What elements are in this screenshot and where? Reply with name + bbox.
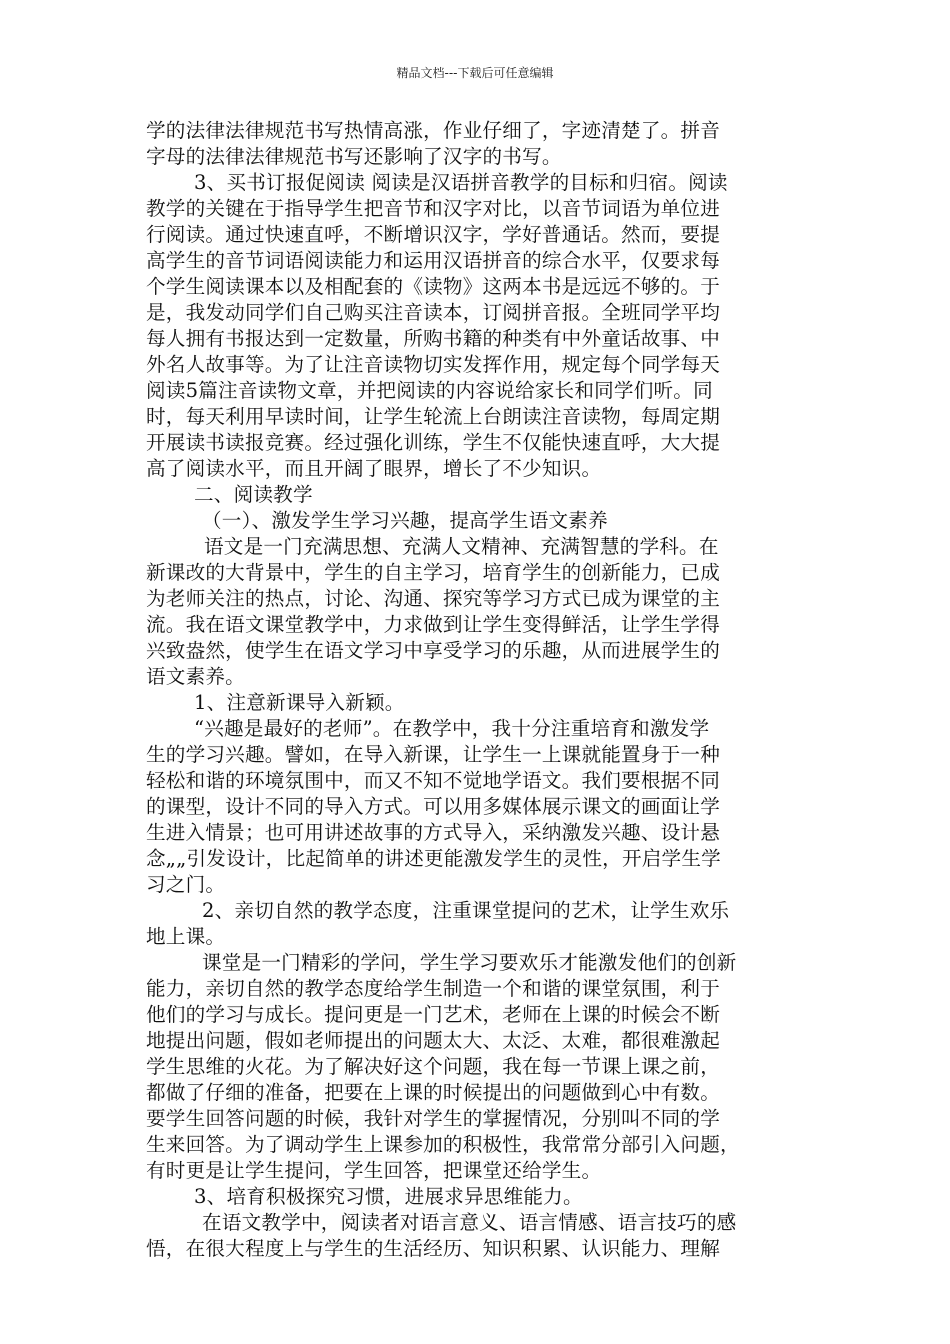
text-line: 地上课。 <box>146 925 226 948</box>
text-line: 生进入情景；也可用讲述故事的方式导入，采纳激发兴趣、设计悬 <box>146 821 721 844</box>
text-line: 开展读书读报竞赛。经过强化训练，学生不仅能快速直呼，大大提 <box>146 431 721 454</box>
text-line: 个学生阅读课本以及相配套的《读物》这两本书是远远不够的。于 <box>146 275 721 298</box>
text-line: 新课改的大背景中，学生的自主学习，培育学生的创新能力，已成 <box>146 561 721 584</box>
text-line: 的课型，设计不同的导入方式。可以用多媒体展示课文的画面让学 <box>146 795 721 818</box>
text-line: 外名人故事等。为了让注音读物切实发挥作用，规定每个同学每天 <box>146 353 721 376</box>
text-line: 生的学习兴趣。譬如，在导入新课，让学生一上课就能置身于一种 <box>146 743 721 766</box>
subsection-heading: （一）、激发学生学习兴趣，提高学生语文素养 <box>202 509 608 532</box>
text-line: 高学生的音节词语阅读能力和运用汉语拼音的综合水平，仅要求每 <box>146 249 721 272</box>
section-heading: 二、阅读教学 <box>194 483 313 506</box>
text-line: 习之门。 <box>146 873 226 896</box>
text-line: 有时更是让学生提问，学生回答，把课堂还给学生。 <box>146 1159 602 1182</box>
text-line: 他们的学习与成长。提问更是一门艺术，老师在上课的时候会不断 <box>146 1003 721 1026</box>
text-line: 行阅读。通过快速直呼，不断增识汉字，学好普通话。然而，要提 <box>146 223 721 246</box>
text-line: 时，每天利用早读时间，让学生轮流上台朗读注音读物，每周定期 <box>146 405 721 428</box>
text-line: 课堂是一门精彩的学问，学生学习要欢乐才能激发他们的创新 <box>202 951 737 974</box>
text-line: 要学生回答问题的时候，我针对学生的掌握情况，分别叫不同的学 <box>146 1107 721 1130</box>
text-line: “兴趣是最好的老师”。在教学中，我十分注重培育和激发学 <box>194 717 710 740</box>
page-header: 精品文档---下载后可任意编辑 <box>396 66 554 80</box>
text-line: 教学的关键在于指导学生把音节和汉字对比，以音节词语为单位进 <box>146 197 721 220</box>
text-line: 每人拥有书报达到一定数量，所购书籍的种类有中外童话故事、中 <box>146 327 721 350</box>
text-line: 高了阅读水平，而且开阔了眼界，增长了不少知识。 <box>146 457 602 480</box>
text-line: 是，我发动同学们自己购买注音读本，订阅拼音报。全班同学平均 <box>146 301 721 324</box>
text-line: 2、亲切自然的教学态度，注重课堂提问的艺术，让学生欢乐 <box>202 899 730 922</box>
text-line: 能力，亲切自然的教学态度给学生制造一个和谐的课堂氛围，利于 <box>146 977 721 1000</box>
text-line: 地提出问题，假如老师提出的问题太大、太泛、太难，都很难激起 <box>146 1029 721 1052</box>
text-line: 在语文教学中，阅读者对语言意义、语言情感、语言技巧的感 <box>202 1211 737 1234</box>
text-line: 语文是一门充满思想、充满人文精神、充满智慧的学科。在 <box>204 535 719 558</box>
text-line: 3、买书订报促阅读 阅读是汉语拼音教学的目标和归宿。阅读 <box>194 171 728 194</box>
text-line: 都做了仔细的准备，把要在上课的时候提出的问题做到心中有数。 <box>146 1081 721 1104</box>
text-line: 字母的法律法律规范书写还影响了汉字的书写。 <box>146 145 562 168</box>
text-line: 学生思维的火花。为了解决好这个问题，我在每一节课上课之前， <box>146 1055 721 1078</box>
document-body <box>146 118 806 1262</box>
text-line: 悟，在很大程度上与学生的生活经历、知识积累、认识能力、理解 <box>146 1237 721 1260</box>
text-line: 3、培育积极探究习惯，进展求异思维能力。 <box>194 1185 583 1208</box>
text-line: 阅读5篇注音读物文章，并把阅读的内容说给家长和同学们听。同 <box>146 379 713 402</box>
text-line: 兴致盎然，使学生在语文学习中享受学习的乐趣，从而进展学生的 <box>146 639 721 662</box>
text-line: 生来回答。为了调动学生上课参加的积极性，我常常分部引入问题， <box>146 1133 740 1156</box>
text-line: 语文素养。 <box>146 665 245 688</box>
text-line: 念„„引发设计，比起简单的讲述更能激发学生的灵性，开启学生学 <box>146 847 721 870</box>
text-line: 学的法律法律规范书写热情高涨，作业仔细了，字迹清楚了。拼音 <box>146 119 721 142</box>
text-line: 为老师关注的热点，讨论、沟通、探究等学习方式已成为课堂的主 <box>146 587 721 610</box>
text-line: 1、注意新课导入新颖。 <box>194 691 405 714</box>
text-line: 流。我在语文课堂教学中，力求做到让学生变得鲜活，让学生学得 <box>146 613 721 636</box>
text-line: 轻松和谐的环境氛围中，而又不知不觉地学语文。我们要根据不同 <box>146 769 721 792</box>
